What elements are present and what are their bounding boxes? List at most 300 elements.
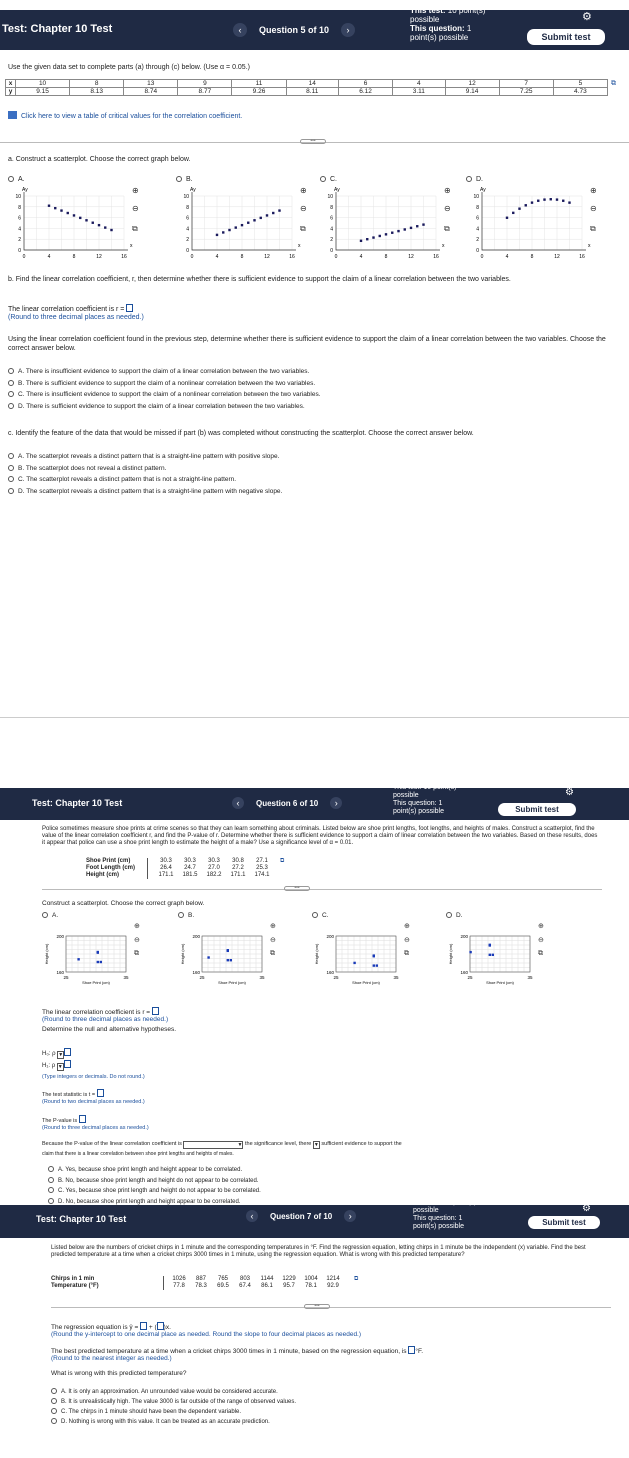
tick-label: 35	[259, 975, 265, 980]
copy-data-icon[interactable]: ⧉	[280, 858, 285, 864]
because-text-3: sufficient evidence to support the	[321, 1141, 402, 1147]
x-tick-label: 8	[530, 254, 534, 260]
y-axis-label: Height (cm)	[314, 943, 319, 965]
scatter-option[interactable]	[312, 912, 442, 992]
because-text-1: Because the P-value of the linear correlation coefficient is	[42, 1141, 182, 1147]
data-point	[260, 217, 262, 219]
radio-button[interactable]	[8, 380, 14, 386]
zoom-out-icon[interactable]: ⊖	[300, 204, 307, 213]
y-tick-label: 4	[476, 226, 479, 233]
q5-part-c: c. Identify the feature of the data that would be missed if part (b) was completed without constructing the scatterplot. Choose the correct answer below.	[8, 430, 474, 437]
reg-prompt: The regression equation is ŷ =	[51, 1324, 139, 1331]
t-prompt-text: The test statistic is t =	[42, 1092, 96, 1098]
row-label: Shoe Print (cm)	[86, 858, 148, 865]
test-title: Test: Chapter 10 Test	[36, 1214, 127, 1224]
radio-button[interactable]	[8, 176, 14, 182]
scatter-option[interactable]	[42, 912, 172, 992]
copy-data-icon[interactable]: ⧉	[611, 80, 616, 87]
option-letter: A.	[52, 912, 59, 919]
q5-r-hint: (Round to three decimal places as needed.)	[8, 314, 144, 321]
choice-option[interactable]	[8, 487, 282, 496]
zoom-out-icon[interactable]: ⊖	[538, 937, 544, 944]
data-point	[416, 225, 418, 227]
scatter-option[interactable]	[446, 912, 576, 992]
points-line4: point(s) possible	[413, 1223, 464, 1230]
radio-button[interactable]	[8, 403, 14, 409]
data-point	[67, 212, 69, 214]
data-point	[97, 951, 99, 953]
gear-icon[interactable]: ⚙	[582, 1203, 591, 1214]
h0-dropdown[interactable]: ▼	[58, 1052, 64, 1058]
evidence-dropdown[interactable]: ▼	[313, 1142, 319, 1148]
table-cell: 78.1	[305, 1283, 317, 1289]
data-point	[73, 214, 75, 216]
y-tick-label: 4	[18, 226, 21, 233]
chevron-right-icon[interactable]: ›	[330, 797, 342, 809]
expand-dots[interactable]: •••	[304, 1304, 330, 1309]
x-cell: 9	[178, 80, 232, 88]
data-point	[366, 238, 368, 240]
x-tick-label: 8	[240, 254, 244, 260]
data-point	[506, 217, 508, 219]
x-tick-label: 12	[264, 254, 270, 260]
option-label	[466, 176, 483, 183]
radio-button[interactable]	[320, 176, 326, 182]
data-point	[104, 226, 106, 228]
because-text-2: the significance level, there	[245, 1141, 312, 1147]
h1-row	[42, 1060, 71, 1071]
choice-text: C. There is insufficient evidence to support the claim of a nonlinear correlation between the two variables.	[18, 391, 321, 398]
data-point	[373, 954, 375, 956]
y-axis-name: Ay	[480, 187, 486, 193]
tick-label: 25	[199, 975, 205, 980]
radio-button[interactable]	[51, 1408, 57, 1414]
x-label: x	[6, 80, 16, 88]
scatter-option[interactable]	[178, 912, 308, 992]
zoom-in-icon[interactable]: ⊕	[538, 923, 544, 930]
y-axis-name: Ay	[22, 187, 28, 193]
data-point	[235, 226, 237, 228]
question-nav	[232, 797, 342, 809]
q5-part-b: b. Find the linear correlation coefficient, r, then determine whether there is sufficient evidence to support the claim of a linear correlation between the two variables.	[8, 276, 511, 283]
choice-text: D. Nothing is wrong with this value. It can be treated as an accurate prediction.	[61, 1419, 270, 1425]
x-tick-label: 0	[22, 254, 26, 260]
data-point	[379, 235, 381, 237]
radio-button[interactable]	[48, 1198, 54, 1204]
tick-label: 200	[192, 934, 200, 939]
x-tick-label: 4	[505, 254, 509, 260]
q7-intro: Listed below are the numbers of cricket chirps in 1 minute and the corresponding temperatures in °F. Find the regression equation, letting chirps in 1 minute be the independent (x) variable. Find the best predicted temperature at a time when a cricket chirps 3000 times in 1 minute, using the regression equation. What is wrong with this predicted temperature?	[51, 1245, 586, 1258]
points-info	[410, 6, 486, 42]
table-cell: 1214	[326, 1276, 340, 1282]
axes	[482, 192, 586, 250]
table-row	[86, 865, 274, 872]
points-info	[413, 1199, 476, 1231]
data-point	[512, 212, 514, 214]
points-line3: This question: 1	[413, 1215, 463, 1222]
scatter-option[interactable]	[176, 178, 326, 258]
tick-label: 200	[460, 934, 468, 939]
y-tick-label: 4	[330, 226, 333, 233]
popout-icon[interactable]: ⧉	[132, 224, 138, 233]
y-cell: 3.11	[393, 88, 445, 96]
x-axis-name: x	[130, 243, 133, 249]
chevron-left-icon[interactable]: ‹	[233, 23, 247, 37]
x-cell: 5	[553, 80, 607, 88]
r-prompt-text: The linear correlation coefficient is r =	[8, 306, 125, 313]
row-label: Chirps in 1 min	[51, 1276, 164, 1283]
x-tick-label: 12	[96, 254, 102, 260]
r-input[interactable]	[126, 304, 133, 312]
points-line2: possible	[413, 1207, 439, 1214]
radio-button[interactable]	[48, 1187, 54, 1193]
submit-test-button[interactable]: Submit test	[528, 1216, 600, 1229]
h0-row	[42, 1048, 71, 1059]
data-point	[489, 944, 491, 946]
option-label	[176, 176, 193, 183]
data-point	[247, 222, 249, 224]
radio-button[interactable]	[8, 391, 14, 397]
critical-values-link[interactable]	[8, 111, 242, 122]
choice-option[interactable]	[8, 464, 166, 473]
radio-button[interactable]	[178, 912, 184, 918]
points-line2: possible	[410, 15, 440, 24]
chevron-right-icon[interactable]: ›	[344, 1210, 356, 1222]
popout-icon[interactable]: ⧉	[300, 224, 306, 233]
data-point	[241, 224, 243, 226]
tick-label: 25	[333, 975, 339, 980]
table-cell: 174.1	[254, 872, 270, 878]
zoom-in-icon[interactable]: ⊕	[134, 923, 140, 930]
chevron-left-icon[interactable]: ‹	[246, 1210, 258, 1222]
x-cell: 13	[124, 80, 178, 88]
data-point	[222, 231, 224, 233]
h1-input[interactable]	[64, 1060, 71, 1068]
choice-option[interactable]	[8, 379, 315, 388]
table-cell: 1004	[304, 1276, 318, 1282]
y-tick-label: 2	[18, 237, 21, 244]
t-input[interactable]	[97, 1089, 104, 1097]
choice-text: C. Yes, because shoe print length and height do not appear to be correlated.	[58, 1188, 261, 1194]
choice-text: A. There is insufficient evidence to support the claim of a linear correlation between the two variables.	[18, 368, 310, 375]
because-text-4: claim that there is a linear correlation between shoe print lengths and heights of males.	[42, 1151, 234, 1157]
choice-text: B. No, because shoe print length and height do not appear to be correlated.	[58, 1177, 259, 1184]
table-cell: 887	[195, 1276, 206, 1282]
popout-icon[interactable]: ⧉	[404, 950, 409, 957]
choice-option[interactable]	[48, 1166, 242, 1175]
radio-button[interactable]	[8, 488, 14, 494]
y-cell: 4.73	[553, 88, 607, 96]
x-tick-label: 16	[579, 254, 585, 260]
y-tick-label: 10	[327, 194, 333, 200]
y-axis-label: Height (cm)	[44, 943, 49, 965]
zoom-out-icon[interactable]: ⊖	[132, 204, 139, 213]
data-point	[272, 212, 274, 214]
data-point	[353, 962, 355, 964]
popout-icon[interactable]: ⧉	[590, 224, 596, 233]
table-cell: 1229	[282, 1276, 296, 1282]
popout-icon[interactable]: ⧉	[270, 950, 275, 957]
x-tick-label: 12	[554, 254, 560, 260]
data-point	[562, 200, 564, 202]
slope-input[interactable]	[157, 1322, 164, 1330]
copy-data-icon[interactable]: ⧉	[354, 1276, 359, 1282]
data-point	[404, 228, 406, 230]
zoom-out-icon[interactable]: ⊖	[444, 204, 451, 213]
submit-test-button[interactable]: Submit test	[498, 803, 576, 816]
y-tick-label: 10	[15, 194, 21, 200]
data-point	[216, 234, 218, 236]
x-cell: 14	[286, 80, 338, 88]
pred-prompt: The best predicted temperature at a time when a cricket chirps 3000 times in 1 minute, based on the regression equation, is	[51, 1348, 407, 1355]
y-tick-label: 4	[186, 226, 189, 233]
x-tick-label: 12	[408, 254, 414, 260]
zoom-out-icon[interactable]: ⊖	[134, 937, 140, 944]
x-cell: 12	[445, 80, 499, 88]
data-point	[227, 949, 229, 951]
points-line3b: 1	[466, 24, 472, 33]
q5-part-a: a. Construct a scatterplot. Choose the correct graph below.	[8, 156, 191, 163]
zoom-in-icon[interactable]: ⊕	[300, 186, 307, 195]
y-cell: 6.12	[338, 88, 392, 96]
scatter-option[interactable]	[320, 178, 470, 258]
chevron-left-icon[interactable]: ‹	[232, 797, 244, 809]
points-line4: point(s) possible	[393, 808, 444, 815]
choice-option[interactable]	[8, 402, 305, 411]
choice-option[interactable]	[51, 1418, 270, 1427]
x-tick-label: 16	[121, 254, 127, 260]
data-point	[469, 951, 471, 953]
x-axis-label: Shoe Print (cm)	[486, 980, 514, 985]
t-hint: (Round to two decimal places as needed.)	[42, 1099, 145, 1105]
r-prompt-text: The linear correlation coefficient is r =	[42, 1009, 151, 1016]
data-point	[48, 205, 50, 207]
data-point	[410, 227, 412, 229]
table-cell: 171.1	[230, 872, 246, 878]
radio-button[interactable]	[312, 912, 318, 918]
radio-button[interactable]	[51, 1418, 57, 1424]
compare-dropdown[interactable]: ▼	[183, 1141, 243, 1149]
data-point	[525, 204, 527, 206]
question-nav	[246, 1210, 356, 1222]
x-cell: 11	[232, 80, 286, 88]
table-cell: 92.9	[327, 1283, 339, 1289]
scatter-option[interactable]	[466, 178, 616, 258]
scatterplot	[320, 186, 445, 266]
scatter-option[interactable]	[8, 178, 158, 258]
h1-label: H₁: ρ	[42, 1063, 56, 1069]
data-point	[372, 236, 374, 238]
y-axis-name: Ay	[334, 187, 340, 193]
radio-button[interactable]	[8, 465, 14, 471]
radio-button[interactable]	[8, 453, 14, 459]
choice-option[interactable]	[48, 1187, 261, 1196]
zoom-out-icon[interactable]: ⊖	[404, 937, 410, 944]
data-point	[556, 198, 558, 200]
data-point	[376, 964, 378, 966]
points-info	[393, 784, 456, 816]
zoom-in-icon[interactable]: ⊕	[132, 186, 139, 195]
popout-icon[interactable]: ⧉	[134, 950, 139, 957]
y-tick-label: 0	[186, 248, 189, 254]
row-label: Temperature (°F)	[51, 1283, 164, 1290]
choice-text: C. The scatterplot reveals a distinct pattern that is not a straight-line pattern.	[18, 476, 237, 483]
y-tick-label: 0	[330, 248, 333, 254]
choice-text: B. The scatterplot does not reveal a distinct pattern.	[18, 464, 167, 472]
table-cell: 765	[217, 1276, 228, 1282]
option-letter: B.	[188, 912, 195, 919]
zoom-in-icon[interactable]: ⊕	[270, 923, 276, 930]
radio-button[interactable]	[51, 1388, 57, 1394]
p-input[interactable]	[79, 1115, 86, 1123]
zoom-out-icon[interactable]: ⊖	[270, 937, 276, 944]
r-input[interactable]	[152, 1007, 159, 1015]
p-prompt-text: The P-value is	[42, 1118, 78, 1124]
x-cell: 4	[393, 80, 445, 88]
data-point	[98, 224, 100, 226]
radio-button[interactable]	[8, 476, 14, 482]
expand-dots[interactable]: •••	[300, 139, 326, 144]
data-point	[207, 956, 209, 958]
x-axis-name: x	[298, 243, 301, 249]
x-axis-label: Shoe Print (cm)	[82, 980, 110, 985]
y-axis-name: Ay	[190, 187, 196, 193]
expand-dots[interactable]: •••	[284, 886, 310, 891]
table-cell: 27.2	[232, 865, 244, 871]
points-line3: This question:	[410, 24, 467, 33]
y-cell: 8.13	[70, 88, 124, 96]
gear-icon[interactable]: ⚙	[582, 11, 592, 23]
y-tick-label: 6	[186, 215, 189, 222]
data-point	[518, 207, 520, 209]
table-cell: 1026	[172, 1276, 186, 1282]
y-tick-label: 2	[476, 237, 479, 244]
zoom-in-icon[interactable]: ⊕	[444, 186, 451, 195]
radio-button[interactable]	[51, 1398, 57, 1404]
question-nav	[233, 23, 355, 37]
x-axis-label: Shoe Print (cm)	[218, 980, 246, 985]
question-label: Question 7 of 10	[270, 1211, 333, 1221]
header-q5	[0, 6, 629, 50]
table-cell: 26.4	[160, 865, 172, 871]
y-tick-label: 8	[18, 204, 21, 211]
choice-text: A. Yes, because shoe print length and height appear to be correlated.	[58, 1167, 243, 1173]
pred-hint: (Round to the nearest integer as needed.)	[51, 1355, 172, 1362]
table-cell: 30.3	[208, 858, 220, 864]
table-cell: 77.8	[173, 1283, 185, 1289]
choice-text: D. There is sufficient evidence to support the claim of a linear correlation between the two variables.	[18, 402, 305, 410]
data-point	[266, 214, 268, 216]
table-cell: 78.3	[195, 1283, 207, 1289]
q6-hyp-prompt: Determine the null and alternative hypotheses.	[42, 1026, 177, 1033]
x-axis-name: x	[442, 243, 445, 249]
gear-icon[interactable]: ⚙	[565, 787, 574, 798]
data-point	[253, 219, 255, 221]
scatterplot	[466, 186, 591, 266]
table-cell: 30.3	[184, 858, 196, 864]
h0-input[interactable]	[64, 1048, 71, 1056]
y-tick-label: 10	[473, 194, 479, 200]
tick-label: 25	[467, 975, 473, 980]
x-tick-label: 4	[47, 254, 51, 260]
choice-option[interactable]	[8, 452, 279, 461]
radio-button[interactable]	[8, 368, 14, 374]
x-cell: 6	[338, 80, 392, 88]
choice-option[interactable]	[51, 1388, 278, 1397]
table-cell: 95.7	[283, 1283, 295, 1289]
data-point	[373, 964, 375, 966]
choice-option[interactable]	[51, 1408, 241, 1417]
table-cell: 171.1	[158, 872, 174, 878]
choice-option[interactable]	[51, 1398, 296, 1407]
table-cell: 30.3	[160, 858, 172, 864]
critical-values-link-text: Click here to view a table of critical values for the correlation coefficient.	[21, 113, 243, 120]
points-line1: This test:	[410, 6, 448, 15]
data-point	[92, 222, 94, 224]
choice-text: B. It is unrealistically high. The value 3000 is far outside of the range of observed values.	[61, 1399, 297, 1405]
question-label: Question 6 of 10	[256, 798, 319, 808]
x-axis-name: x	[588, 243, 591, 249]
x-tick-label: 0	[480, 254, 484, 260]
zoom-out-icon[interactable]: ⊖	[590, 204, 597, 213]
zoom-in-icon[interactable]: ⊕	[590, 186, 597, 195]
submit-test-button[interactable]: Submit test	[527, 29, 605, 45]
q6-part-a: Construct a scatterplot. Choose the correct graph below.	[42, 900, 205, 907]
h1-dropdown[interactable]: ▼	[57, 1064, 63, 1070]
data-point	[60, 209, 62, 211]
data-point	[550, 198, 552, 200]
data-point	[492, 954, 494, 956]
radio-button[interactable]	[48, 1177, 54, 1183]
option-label	[320, 176, 337, 183]
data-point	[79, 217, 81, 219]
radio-button[interactable]	[42, 912, 48, 918]
choice-option[interactable]	[8, 390, 321, 399]
data-point	[489, 954, 491, 956]
choice-option[interactable]	[8, 367, 309, 376]
y-tick-label: 8	[186, 204, 189, 211]
radio-button[interactable]	[176, 176, 182, 182]
y-tick-label: 2	[330, 237, 333, 244]
table-icon	[8, 111, 17, 119]
choice-option[interactable]	[48, 1177, 258, 1186]
radio-button[interactable]	[446, 912, 452, 918]
x-cell: 7	[499, 80, 553, 88]
points-line1: This test: 10 point(s)	[413, 1199, 477, 1206]
choice-option[interactable]	[8, 475, 236, 484]
x-tick-label: 4	[215, 254, 219, 260]
table-row	[86, 872, 274, 879]
zoom-in-icon[interactable]: ⊕	[404, 923, 410, 930]
popout-icon[interactable]: ⧉	[444, 224, 450, 233]
q5-intro: Use the given data set to complete parts (a) through (c) below. (Use α = 0.05.)	[8, 64, 250, 71]
option-letter: C.	[322, 912, 329, 919]
radio-button[interactable]	[48, 1166, 54, 1172]
y-tick-label: 6	[18, 215, 21, 222]
data-point	[385, 233, 387, 235]
data-point	[543, 198, 545, 200]
y-tick-label: 0	[476, 248, 479, 254]
chevron-right-icon[interactable]: ›	[341, 23, 355, 37]
y-cell: 8.77	[178, 88, 232, 96]
radio-button[interactable]	[466, 176, 472, 182]
table-cell: 181.5	[182, 872, 198, 878]
popout-icon[interactable]: ⧉	[538, 950, 543, 957]
choice-text: D. No, because shoe print length and height appear to be correlated.	[58, 1198, 241, 1205]
tick-label: 200	[326, 934, 334, 939]
data-point	[397, 230, 399, 232]
intercept-input[interactable]	[140, 1322, 147, 1330]
